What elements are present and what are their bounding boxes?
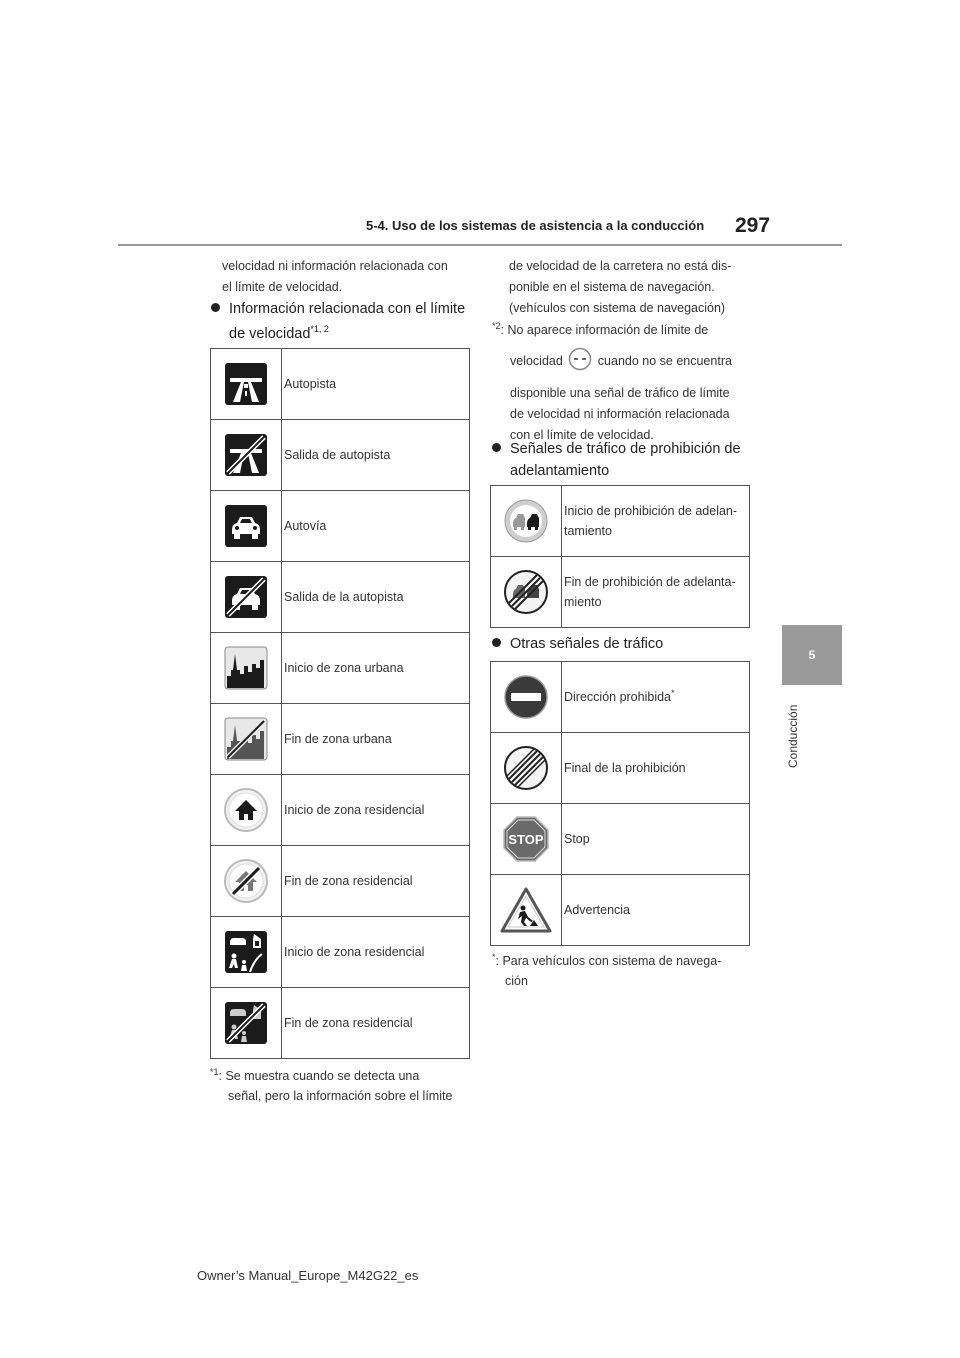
warning-roadwork-sign-icon <box>491 875 562 946</box>
footnote-ref: *1, 2 <box>310 324 329 335</box>
table-row <box>211 420 470 491</box>
stop-sign-icon <box>491 804 562 875</box>
footnote-mark: *1 <box>210 1066 219 1077</box>
bullet-dot <box>492 638 501 647</box>
footnote-3 <box>492 951 721 991</box>
sign-label: Autovía <box>284 519 327 533</box>
overtaking-sign-table <box>490 485 750 628</box>
residential-zone-sign-icon <box>211 775 282 846</box>
table-row <box>491 733 750 804</box>
section-title: 5-4. Uso de los sistemas de asistencia a la conducción <box>366 218 705 233</box>
urban-zone-sign-icon <box>211 633 282 704</box>
sign-label: Final de la prohibición <box>564 761 686 775</box>
bullet-text: Información relacionada con el límite <box>229 301 466 317</box>
footnote-text: disponible una señal de tráfico de límite <box>510 386 730 400</box>
footnote-ref: * <box>671 687 675 698</box>
bullet-text: de velocidad <box>229 326 311 342</box>
living-street-sign-icon <box>211 917 282 988</box>
bullet-text: adelantamiento <box>510 463 610 479</box>
intro-text <box>222 256 448 298</box>
bullet-text: Señales de tráfico de prohibición de <box>510 441 741 457</box>
sign-label: Dirección prohibida <box>564 690 672 704</box>
continued-text <box>509 256 731 319</box>
sign-label: Fin de prohibición de adelanta- <box>564 575 736 589</box>
table-row <box>491 486 750 557</box>
table-row <box>211 704 470 775</box>
no-speed-limit-info-icon <box>568 347 592 378</box>
bullet-overtaking <box>492 438 741 482</box>
text-line: ponible en el sistema de navegación. <box>509 280 715 294</box>
sign-label: Inicio de zona urbana <box>284 661 404 675</box>
sign-label: Fin de zona residencial <box>284 1016 413 1030</box>
text-line: (vehículos con sistema de navegación) <box>509 301 726 315</box>
footnote-text: : Se muestra cuando se detecta una <box>218 1069 420 1083</box>
sign-label: Fin de zona urbana <box>284 732 392 746</box>
table-row <box>491 804 750 875</box>
table-row <box>491 557 750 628</box>
sign-label: Inicio de zona residencial <box>284 945 425 959</box>
living-street-end-sign-icon <box>211 988 282 1059</box>
chapter-label <box>786 700 802 770</box>
table-row <box>211 349 470 420</box>
footnote-2 <box>492 320 732 446</box>
intro-line: el límite de velocidad. <box>222 280 343 294</box>
table-row <box>211 562 470 633</box>
sign-label: Fin de zona residencial <box>284 874 413 888</box>
bullet-text: Otras señales de tráfico <box>510 636 664 652</box>
chapter-number: 5 <box>808 648 816 662</box>
chapter-title: Conducción <box>786 704 800 768</box>
intro-line: velocidad ni información relacionada con <box>222 259 448 273</box>
table-row <box>211 846 470 917</box>
table-row <box>491 662 750 733</box>
residential-zone-end-sign-icon <box>211 846 282 917</box>
footnote-mark: *2 <box>492 320 501 331</box>
sign-label: Inicio de zona residencial <box>284 803 425 817</box>
svg-text:STOP: STOP <box>508 832 544 847</box>
no-overtaking-sign-icon <box>491 486 562 557</box>
footnote-text: velocidad <box>510 354 563 368</box>
footnote-text: ción <box>505 974 528 988</box>
sign-label: tamiento <box>564 524 612 538</box>
table-row <box>211 917 470 988</box>
expressway-exit-sign-icon <box>211 562 282 633</box>
sign-label: Inicio de prohibición de adelan- <box>564 504 738 518</box>
other-sign-table <box>490 661 750 946</box>
table-row <box>491 875 750 946</box>
page-number: 297 <box>735 214 771 237</box>
no-entry-sign-icon <box>491 662 562 733</box>
text-line: de velocidad de la carretera no está dis- <box>509 259 732 273</box>
table-row <box>211 775 470 846</box>
table-row <box>211 491 470 562</box>
sign-label: Salida de autopista <box>284 448 391 462</box>
footnote-text: : Para vehículos con sistema de navega- <box>495 954 722 968</box>
footnote-text: cuando no se encuentra <box>597 354 732 368</box>
footnote-text: : No aparece información de límite de <box>500 323 709 337</box>
bullet-other-signs <box>492 633 663 655</box>
chapter-tab <box>782 625 842 685</box>
table-row <box>211 633 470 704</box>
expressway-sign-icon <box>211 491 282 562</box>
sign-label: miento <box>564 595 602 609</box>
header-divider <box>118 244 842 246</box>
sign-label: Stop <box>564 832 590 846</box>
bullet-speed-info <box>211 298 465 345</box>
sign-label: Autopista <box>284 377 337 391</box>
footnote-text: señal, pero la información sobre el límite <box>228 1089 453 1103</box>
footnote-mark: * <box>492 951 496 962</box>
bullet-dot <box>211 303 220 312</box>
motorway-exit-sign-icon <box>211 420 282 491</box>
no-overtaking-end-sign-icon <box>491 557 562 628</box>
sign-label: Advertencia <box>564 903 631 917</box>
urban-zone-end-sign-icon <box>211 704 282 775</box>
table-row <box>211 988 470 1059</box>
sign-label: Salida de la autopista <box>284 590 404 604</box>
bullet-dot <box>492 443 501 452</box>
footnote-1 <box>210 1066 452 1106</box>
footer-manual-id: Owner’s Manual_Europe_M42G22_es <box>197 1268 419 1283</box>
motorway-sign-icon <box>211 349 282 420</box>
speed-info-sign-table <box>210 348 470 1059</box>
footnote-text: de velocidad ni información relacionada <box>510 407 730 421</box>
end-of-restriction-sign-icon <box>491 733 562 804</box>
footnote-text: con el límite de velocidad. <box>510 428 654 442</box>
